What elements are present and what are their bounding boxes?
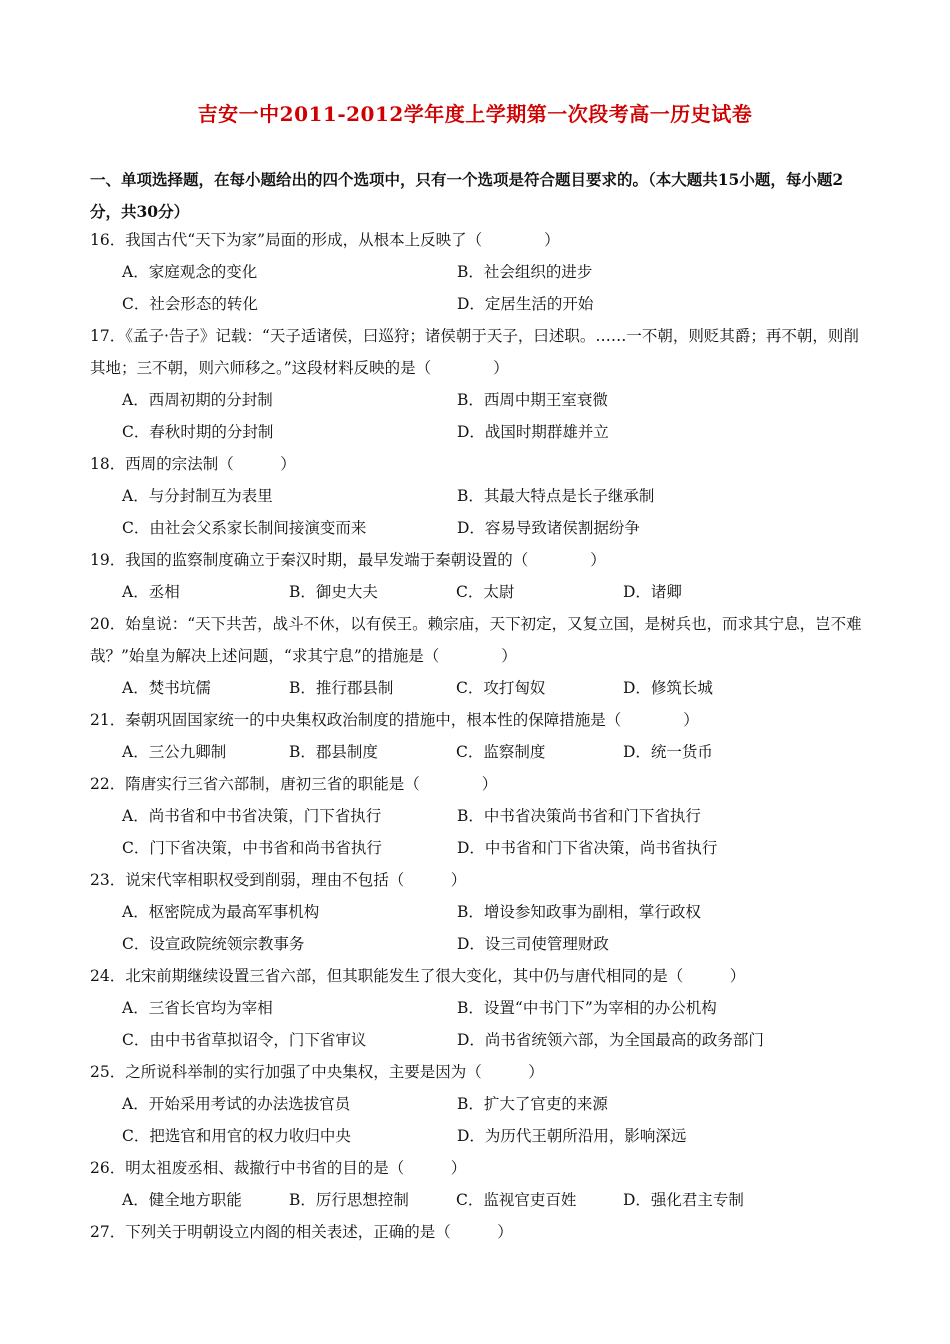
section-heading: 一、单项选择题，在每小题给出的四个选项中，只有一个选项是符合题目要求的。（本大题共15小题，每小题2分，共30分） [90,170,844,221]
answer-option: D．中书省和门下省决策，尚书省执行 [457,839,718,857]
answer-option: C．把选官和用官的权力收归中央 [122,1127,351,1145]
answer-option: C．门下省决策，中书省和尚书省执行 [122,839,382,857]
option-group [90,800,870,864]
answer-option: C．设宣政院统领宗教事务 [122,935,305,953]
question [90,608,870,704]
answer-option: B．推行郡县制 [289,679,394,697]
answer-option: A．焚书坑儒 [122,679,211,697]
question [90,544,870,608]
question-stem: 27．下列关于明朝设立内阁的相关表述，正确的是（ ） [90,1223,513,1241]
answer-option: A．尚书省和中书省决策，门下省执行 [122,807,382,825]
option-group [90,576,870,608]
answer-option: D．定居生活的开始 [457,295,594,313]
option-group [90,896,870,960]
answer-option: D．尚书省统领六部，为全国最高的政务部门 [457,1031,764,1049]
answer-option: A．三省长官均为宰相 [122,999,273,1017]
question [90,864,870,960]
answer-option: C．春秋时期的分封制 [122,423,274,441]
answer-option: B．中书省决策尚书省和门下省执行 [457,807,701,825]
question-stem: 16．我国古代“天下为家”局面的形成，从根本上反映了（ ） [90,231,560,249]
question-stem: 22．隋唐实行三省六部制，唐初三省的职能是（ ） [90,775,498,793]
answer-option: B．厉行思想控制 [289,1191,409,1209]
question [90,768,870,864]
answer-option: B．设置“中书门下”为宰相的办公机构 [457,999,717,1017]
answer-option: D．设三司使管理财政 [457,935,609,953]
answer-option: A．家庭观念的变化 [122,263,258,281]
answer-option: D．修筑长城 [623,679,713,697]
question-stem: 17．《孟子·告子》记载：“天子适诸侯，曰巡狩；诸侯朝于天子，曰述职。……一不朝，则贬其爵；再不朝，则削其地；三不朝，则六师移之。”这段材料反映的是（ ） [90,327,859,377]
answer-option: A．开始采用考试的办法选拔官员 [122,1095,351,1113]
question-stem: 25．之所说科举制的实行加强了中央集权，主要是因为（ ） [90,1063,544,1081]
question-stem: 23．说宋代宰相职权受到削弱，理由不包括（ ） [90,871,467,889]
question [90,448,870,544]
question [90,224,870,320]
answer-option: A．西周初期的分封制 [122,391,273,409]
answer-option: A．健全地方职能 [122,1191,242,1209]
answer-option: D．统一货币 [623,743,713,761]
answer-option: C．由中书省草拟诏令，门下省审议 [122,1031,367,1049]
option-group [90,256,870,320]
option-group [90,672,870,704]
answer-option: C．监察制度 [456,743,546,761]
question [90,704,870,768]
question-stem: 20．始皇说：“天下共苦，战斗不休，以有侯王。赖宗庙，天下初定，又复立国，是树兵也，而求其宁息，岂不难哉？”始皇为解决上述问题，“求其宁息”的措施是（ ） [90,615,862,665]
question [90,1056,870,1152]
answer-option: B．社会组织的进步 [457,263,593,281]
answer-option: C．攻打匈奴 [456,679,546,697]
answer-option: A．枢密院成为最高军事机构 [122,903,320,921]
question [90,1216,870,1248]
question [90,960,870,1056]
question-stem: 26．明太祖废丞相、裁撤行中书省的目的是（ ） [90,1159,467,1177]
question-stem: 19．我国的监察制度确立于秦汉时期，最早发端于秦朝设置的（ ） [90,551,606,569]
question-stem: 18．西周的宗法制（ ） [90,455,296,473]
answer-option: B．西周中期王室衰微 [457,391,608,409]
answer-option: D．战国时期群雄并立 [457,423,609,441]
option-group [90,736,870,768]
answer-option: D．为历代王朝所沿用，影响深远 [457,1127,687,1145]
answer-option: A．与分封制互为表里 [122,487,273,505]
option-group [90,384,870,448]
question [90,320,870,448]
option-group [90,480,870,544]
question-stem: 24．北宋前期继续设置三省六部，但其职能发生了很大变化，其中仍与唐代相同的是（ ） [90,967,746,985]
option-group [90,1184,870,1216]
answer-option: C．太尉 [456,583,515,601]
answer-option: C．社会形态的转化 [122,295,258,313]
answer-option: B．扩大了官吏的来源 [457,1095,608,1113]
answer-option: B．御史大夫 [289,583,378,601]
answer-option: D．强化君主专制 [623,1191,744,1209]
option-group [90,1088,870,1152]
answer-option: B．增设参知政事为副相，掌行政权 [457,903,701,921]
question [90,1152,870,1216]
answer-option: C．由社会父系家长制间接演变而来 [122,519,367,537]
answer-option: C．监视官吏百姓 [456,1191,577,1209]
option-group [90,992,870,1056]
question-stem: 21．秦朝巩固国家统一的中央集权政治制度的措施中，根本性的保障措施是（ ） [90,711,699,729]
exam-title: 吉安一中2011-2012学年度上学期第一次段考高一历史试卷 [197,102,753,126]
answer-option: D．诸卿 [623,583,682,601]
answer-option: B．其最大特点是长子继承制 [457,487,655,505]
answer-option: A．三公九卿制 [122,743,227,761]
answer-option: D．容易导致诸侯割据纷争 [457,519,640,537]
answer-option: A．丞相 [122,583,180,601]
answer-option: B．郡县制度 [289,743,378,761]
question-list [90,224,870,1248]
